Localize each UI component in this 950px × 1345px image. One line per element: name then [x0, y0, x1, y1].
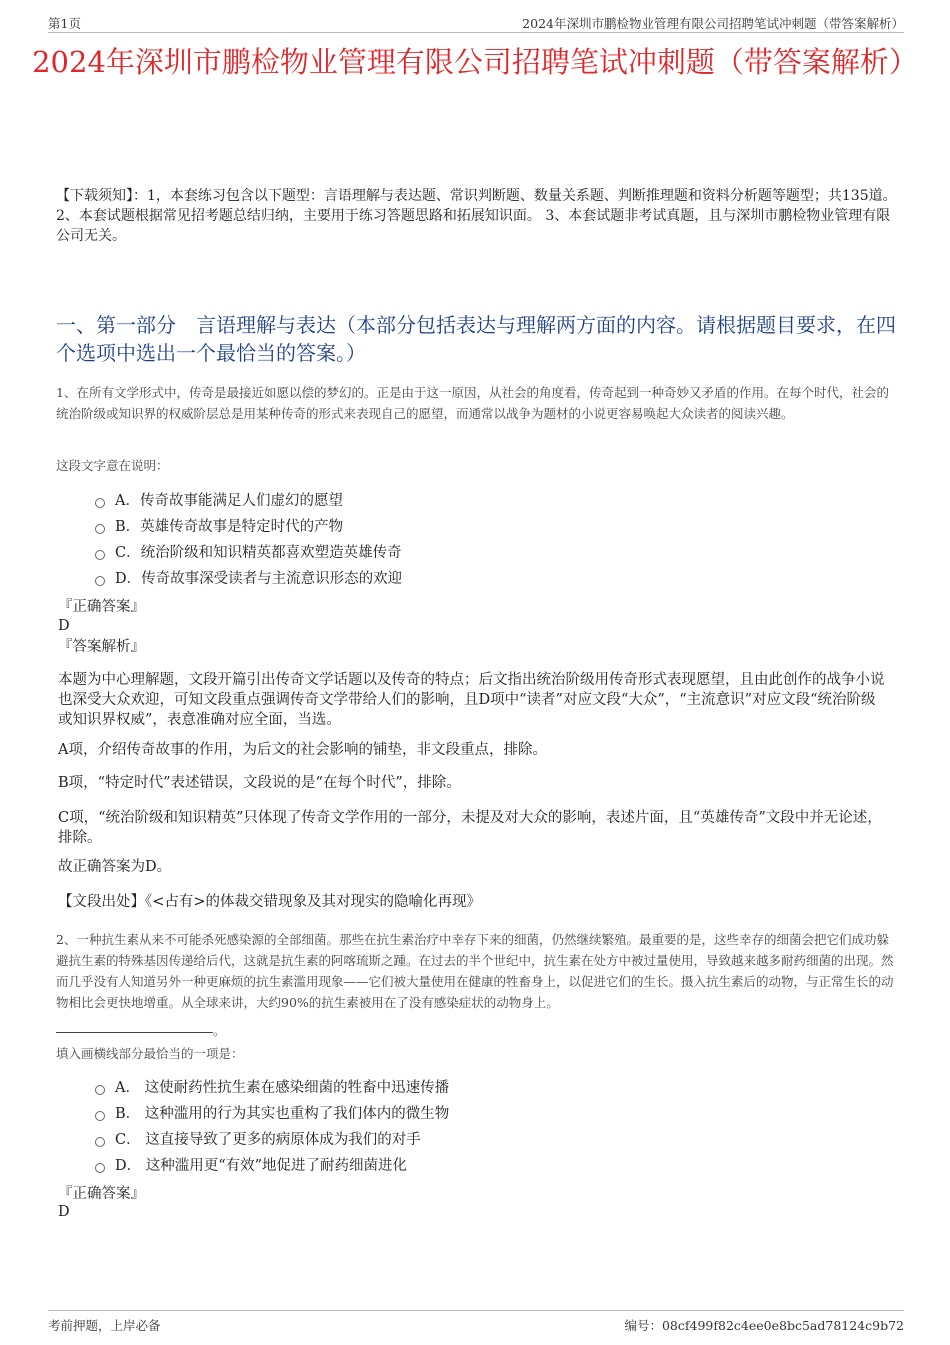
download-notice: 【下载须知】：1，本套练习包含以下题型：言语理解与表达题、常识判断题、数量关系题、判断推理题和资料分析题等题型；共135道。 2、本套试题根据常见招考题总结归纳，主要用于练习答题思路和拓展知识面。 3、本套试题非考试真题，且与深圳市鹏检物业管理有限公司无关。: [56, 188, 897, 244]
analysis-paragraph: 本题为中心理解题，文段开篇引出传奇文学话题以及传奇的特点；后文指出统治阶级用传奇形式表现愿望，且由此创作的战争小说也深受大众欢迎，可知文段重点强调传奇文学带给人们的影响，且D项中“读者”对应文段“大众”，“主流意识”对应文段“统治阶级或知识界权威”，表意准确对应全面，当选。: [58, 672, 885, 728]
section-heading: 一、第一部分 言语理解与表达（本部分包括表达与理解两方面的内容。请根据题目要求，在四个选项中选出一个最恰当的答案。）: [56, 313, 896, 365]
question-1-option-a[interactable]: A．传奇故事能满足人们虚幻的愿望: [95, 491, 343, 511]
question-1-option-b[interactable]: B．英雄传奇故事是特定时代的产物: [95, 517, 343, 537]
blank-underline: [56, 1031, 213, 1033]
page-header: [48, 14, 904, 33]
question-2-text: 2、一种抗生素从来不可能杀死感染源的全部细菌。那些在抗生素治疗中幸存下来的细菌，仍然继续繁殖。最重要的是，这些幸存的细菌会把它们成功躲避抗生素的特殊基因传递给后代，这就是抗生素的阿喀琉斯之踵。在过去的半个世纪中，抗生素在处方中被过量使用，导致越来越多耐药细菌的出现。然而几乎没有人知道另外一种更麻烦的抗生素滥用现象——它们被大量使用在健康的牲畜身上，以促进它们的生长。摄入抗生素后的动物，与正常生长的动物相比会更快地增重。从全球来讲，大约90%的抗生素被用在了没有感染症状的动物身上。: [56, 932, 894, 1010]
radio-icon[interactable]: [95, 498, 105, 508]
radio-icon[interactable]: [95, 1111, 105, 1121]
question-1-text: 1、在所有文学形式中，传奇是最接近如愿以偿的梦幻的。正是由于这一原因，从社会的角度看，传奇起到一种奇妙又矛盾的作用。在每个时代，社会的统治阶级或知识界的权威阶层总是用某种传奇的形式来表现自己的愿望，而通常以战争为题材的小说更容易唤起大众读者的阅读兴趣。: [56, 385, 889, 421]
question-1-option-c[interactable]: C．统治阶级和知识精英都喜欢塑造英雄传奇: [95, 543, 402, 563]
footer-slogan: 考前押题，上岸必备: [48, 1318, 161, 1333]
footer-doc-id: 编号：08cf499f82c4ee0e8bc5ad78124c9b72: [624, 1318, 904, 1333]
radio-icon[interactable]: [95, 550, 105, 560]
radio-icon[interactable]: [95, 1085, 105, 1095]
analysis-paragraph: C项，“统治阶级和知识精英”只体现了传奇文学作用的一部分，未提及对大众的影响，表述片面，且“英雄传奇”文段中并无论述，排除。: [58, 810, 882, 846]
header-doc-title: 2024年深圳市鹏检物业管理有限公司招聘笔试冲刺题（带答案解析）: [522, 16, 904, 31]
question-2-option-a[interactable]: A． 这使耐药性抗生素在感染细菌的牲畜中迅速传播: [95, 1078, 449, 1098]
radio-icon[interactable]: [95, 1163, 105, 1173]
page-number: 第1页: [48, 16, 81, 31]
radio-icon[interactable]: [95, 576, 105, 586]
correct-answer-label: 『正确答案』: [58, 1186, 145, 1202]
correct-answer-value: D: [58, 618, 70, 634]
source-citation: 【文段出处】《<占有>的体裁交错现象及其对现实的隐喻化再现》: [58, 894, 482, 910]
analysis-paragraph: A项，介绍传奇故事的作用，为后文的社会影响的铺垫，非文段重点，排除。: [58, 742, 547, 758]
radio-icon[interactable]: [95, 1137, 105, 1147]
radio-icon[interactable]: [95, 524, 105, 534]
question-2-prompt: 填入画横线部分最恰当的一项是：: [56, 1046, 244, 1061]
page-title: 2024年深圳市鹏检物业管理有限公司招聘笔试冲刺题（带答案解析）: [32, 45, 918, 79]
question-1-option-d[interactable]: D．传奇故事深受读者与主流意识形态的欢迎: [95, 569, 402, 589]
question-1-prompt: 这段文字意在说明：: [56, 458, 169, 473]
fill-in-blank: 。: [56, 1021, 226, 1039]
question-2-option-c[interactable]: C． 这直接导致了更多的病原体成为我们的对手: [95, 1130, 421, 1150]
page-footer: [48, 1310, 904, 1335]
correct-answer-label: 『正确答案』: [58, 599, 145, 615]
question-2-option-d[interactable]: D． 这种滥用更“有效”地促进了耐药细菌进化: [95, 1156, 407, 1176]
question-2-option-b[interactable]: B． 这种滥用的行为其实也重构了我们体内的微生物: [95, 1104, 449, 1124]
analysis-conclusion: 故正确答案为D。: [58, 859, 172, 875]
analysis-paragraph: B项，“特定时代”表述错误，文段说的是“在每个时代”，排除。: [58, 775, 461, 791]
correct-answer-value: D: [58, 1204, 70, 1220]
analysis-label: 『答案解析』: [58, 639, 145, 655]
